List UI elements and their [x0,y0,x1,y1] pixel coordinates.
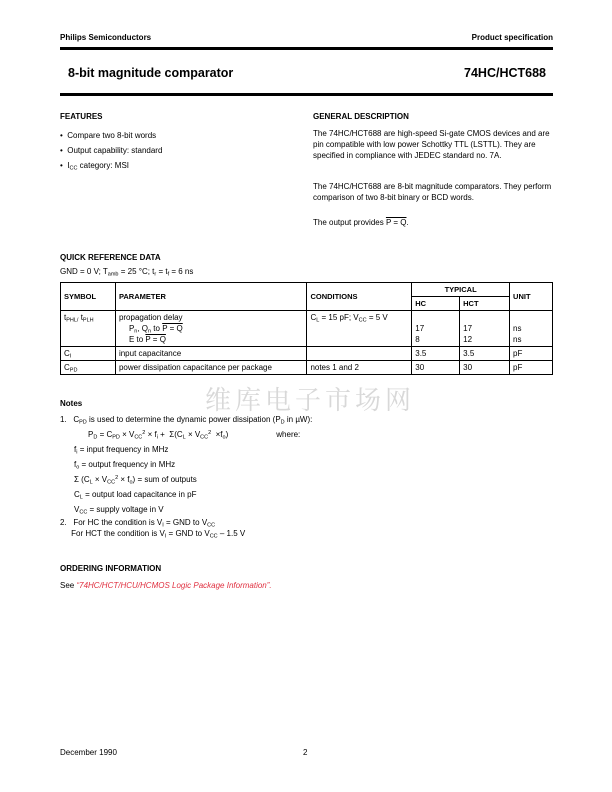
feature-item: • $I_{CC}$ category: MSI [60,161,130,172]
features-heading: FEATURES [60,112,103,121]
feature-text: Output capability: standard [67,146,163,155]
features-list [60,128,162,173]
table-row [61,311,553,347]
conditions-cell: $C_L = 15$ pF; $V_{CC} = 5$ V [307,311,412,347]
feature-text: category: MSI [77,161,130,170]
feature-item: • Output capability: standard [60,146,163,155]
hct-cell: 30 [460,361,510,375]
note-sum: Σ $(C_L \times V_{CC}^2 \times f_o)$ = sum of outputs [74,475,197,486]
notes-heading: Notes [60,399,83,408]
p3-text: The output provides [313,218,386,227]
table-row [61,347,553,361]
notes-body [60,412,312,539]
unit-cell: pF [510,361,553,375]
qrd-heading: QUICK REFERENCE DATA [60,253,161,262]
ordering-heading: ORDERING INFORMATION [60,564,162,573]
col-conditions: CONDITIONS [307,283,412,311]
parameter-cell: input capacitance [115,347,307,361]
feature-text: Compare two 8-bit words [67,131,157,140]
company-name: Philips Semiconductors [60,33,152,42]
symbol-cell: $C_I$ [61,347,116,361]
parameter-cell: power dissipation capacitance per package [115,361,307,375]
title-rule [60,93,553,96]
part-number: 74HC/HCT688 [464,66,546,80]
conditions-cell: notes 1 and 2 [307,361,412,375]
note-fi: $f_i$ = input frequency in MHz [74,445,169,456]
note-formula: $P_D = C_{PD} \times V_{CC}^2 \times f_i + \Sigma(C_L \times V_{CC}^2 \times f_o)$ where: [88,430,301,441]
hc-cell: 17 8 [412,311,460,347]
ordering-text [60,581,272,590]
icc-label: I [67,161,70,170]
conditions-cell [307,347,412,361]
watermark: 维库电子市场网 [205,386,416,416]
feature-item: • Compare two 8-bit words [60,131,157,140]
hc-cell: 3.5 [412,347,460,361]
note-cl: $C_L$ = output load capacitance in pF [74,490,197,501]
footer-date: December 1990 [60,748,117,757]
parameter-cell: propagation delay $P_n$, $Q_n$ to P = Q E to P = Q [115,311,307,347]
col-hct: HCT [460,297,510,311]
note-fo: $f_o$ = output frequency in MHz [74,460,176,471]
qrd-conditions: GND = 0 V; $T_{amb} = 25$ °C; $t_r = t_f = 6$ ns [60,267,194,278]
note-2: 2. For HC the condition is $V_I$ = GND to $V_{CC}$ For HCT the condition is $V_I$ = GND to $V_{CC} - 1.5$ V [60,518,246,540]
page-title: 8-bit magnitude comparator [68,66,234,80]
note-vcc: $V_{CC}$ = supply voltage in V [74,505,164,516]
hct-cell: 17 12 [460,311,510,347]
hc-cell: 30 [412,361,460,375]
icc-sub: CC [69,165,78,172]
package-info-link[interactable]: “74HC/HCT/HCU/HCMOS Logic Package Information”. [76,581,272,590]
see-text: See [60,581,77,590]
col-hc: HC [412,297,460,311]
col-symbol: SYMBOL [61,283,116,311]
table-row [61,361,553,375]
page-number: 2 [303,748,308,757]
col-typical: TYPICAL [412,283,510,297]
doc-type: Product specification [471,33,553,42]
general-p1: The 74HC/HCT688 are high-speed Si-gate CMOS devices and are pin compatible with low power Schottky TTL (LSTTL). They are specified in compliance with JEDEC standard no. 7A. [313,129,550,160]
hct-cell: 3.5 [460,347,510,361]
symbol-cell: $t_{PHL/}$ $t_{PLH}$ [61,311,116,347]
p3-signal: P = Q [385,218,407,227]
top-rule [60,47,553,50]
col-parameter: PARAMETER [115,283,307,311]
general-p3 [313,217,558,228]
col-unit: UNIT [510,283,553,311]
unit-cell: ns ns [510,311,553,347]
general-p2: The 74HC/HCT688 are 8-bit magnitude comparators. They perform comparison of two 8-bit binary or BCD words. [313,182,552,202]
p3-end: . [406,218,409,227]
quick-reference-table [60,282,553,375]
note-1: 1. $C_{PD}$ is used to determine the dynamic power dissipation ($P_D$ in µW): [60,415,313,426]
unit-cell: pF [510,347,553,361]
general-heading: GENERAL DESCRIPTION [313,112,409,121]
symbol-cell: $C_{PD}$ [61,361,116,375]
